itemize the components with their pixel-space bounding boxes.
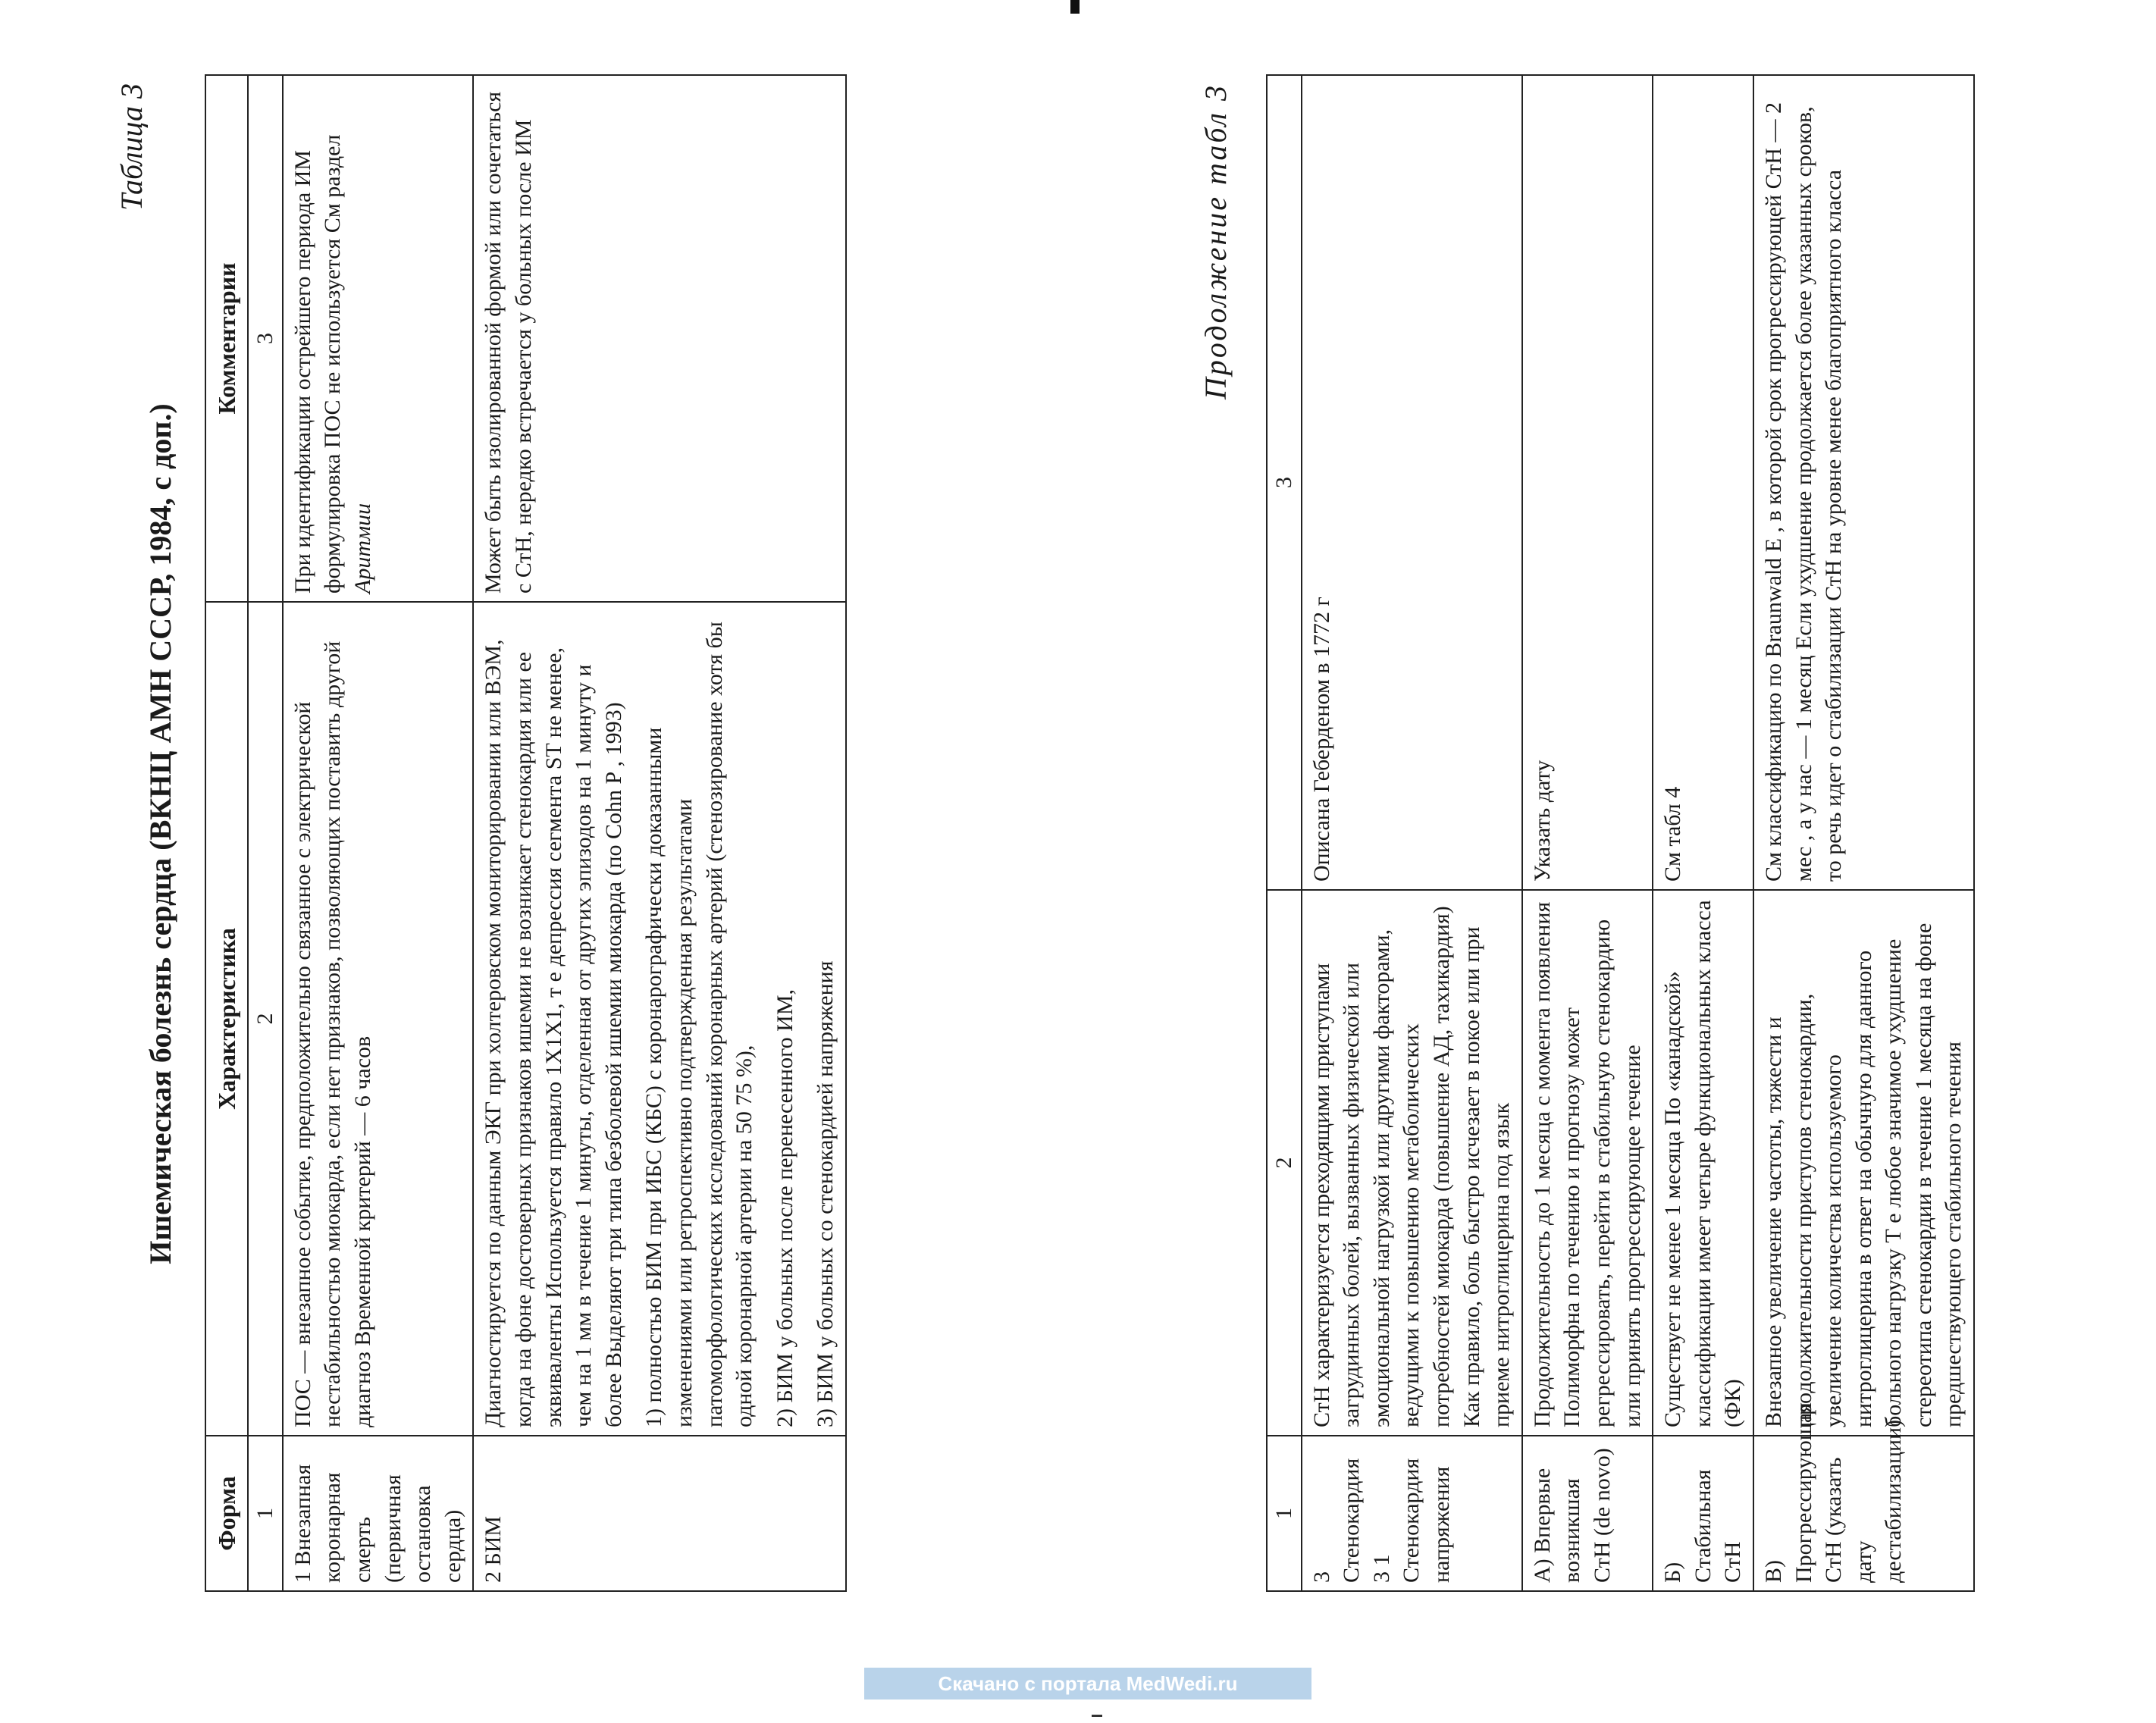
column-number: 3 bbox=[248, 75, 283, 602]
table-row bbox=[473, 75, 846, 1591]
column-number-row bbox=[1267, 75, 1302, 1591]
left-page bbox=[114, 76, 1023, 1592]
comment-text: При идентификации острейшего периода ИМ формулировка ПОС не используется См раздел bbox=[290, 134, 346, 594]
comment-cell: Описана Геберденом в 1772 г bbox=[1302, 75, 1522, 890]
ihd-table-continued bbox=[1266, 74, 1975, 1592]
column-number: 1 bbox=[248, 1436, 283, 1591]
continuation-label: Продолжение табл 3 bbox=[1199, 83, 1233, 400]
right-page bbox=[1198, 76, 2107, 1592]
form-cell: В) Прогрессирующая СтН (указать дату дестабилизации) bbox=[1753, 1436, 1974, 1591]
header-form: Форма bbox=[205, 1436, 248, 1591]
page-edge-mark bbox=[1070, 0, 1080, 14]
characteristic-cell: Существует не менее 1 месяца По «канадской» классификации имеет четыре функциональных класса (ФК) bbox=[1653, 890, 1753, 1436]
page-edge-mark bbox=[1092, 1715, 1102, 1717]
table-row bbox=[1302, 75, 1522, 1591]
table-row bbox=[1522, 75, 1653, 1591]
header-comments: Комментарии bbox=[205, 75, 248, 602]
comment-cell: Указать дату bbox=[1522, 75, 1653, 890]
form-cell: 2 БИМ bbox=[473, 1436, 846, 1591]
list-item: 3) БИМ у больных со стенокардией напряжения bbox=[813, 960, 838, 1427]
form-cell: 1 Внезапная коронарная смерть (первичная остановка сердца) bbox=[283, 1436, 474, 1591]
header-row bbox=[205, 75, 248, 1591]
comment-reference: Аритмии bbox=[350, 503, 376, 594]
list-item: 2) БИМ у больных после перенесенного ИМ, bbox=[772, 989, 798, 1427]
column-number: 1 bbox=[1267, 1436, 1302, 1591]
watermark-banner: Скачано с портала MedWedi.ru bbox=[864, 1668, 1311, 1700]
column-number: 2 bbox=[248, 602, 283, 1436]
ihd-table bbox=[205, 74, 847, 1592]
form-cell: А) Впервые возникшая СтН (de novo) bbox=[1522, 1436, 1653, 1591]
comment-cell bbox=[283, 75, 474, 602]
characteristic-cell: Внезапное увеличение частоты, тяжести и продолжительности приступов стенокардии, увеличение количества используемого нитроглицерина в ответ на обычную для данного больного нагрузку Т е любое значимое ухудшение стереотипа стенокардии в течение 1 месяца на фоне предшествующего стабильного течения bbox=[1753, 890, 1974, 1436]
comment-cell: См классификацию по Braunwald E , в которой срок прогрессирующей СтН — 2 мес , а у нас — 1 месяц Если ухудшение продолжается более указанных сроков, то речь идет о стабилизации СтН на уровне менее благоприятного класса bbox=[1753, 75, 1974, 890]
characteristic-cell bbox=[473, 602, 846, 1436]
column-number-row bbox=[248, 75, 283, 1591]
table-row bbox=[1753, 75, 1974, 1591]
comment-cell: См табл 4 bbox=[1653, 75, 1753, 890]
header-characteristic: Характеристика bbox=[205, 602, 248, 1436]
list-item: 1) полностью БИМ при ИБС (КБС) с коронарографически доказанными изменениями или ретроспективно подтвержденная результатами патоморфологических исследований коронарных артерий (стенозирование хотя бы одной коронарной артерии на 50 75 %), bbox=[641, 622, 757, 1427]
form-cell: 3 Стенокардия 3 1 Стенокардия напряжения bbox=[1302, 1436, 1522, 1591]
table-label: Таблица 3 bbox=[114, 83, 149, 211]
table-row bbox=[1653, 75, 1753, 1591]
table-row bbox=[283, 75, 474, 1591]
column-number: 3 bbox=[1267, 75, 1302, 890]
characteristic-text: Диагностируется по данным ЭКГ при холтеровском мониторировании или ВЭМ, когда на фоне достоверных признаков ишемии не возникает стенокардия или ее эквиваленты Используется правило 1Х1Х1, т е депрессия сегмента ST не менее, чем на 1 мм в течение 1 минуты, отделенная от других эпизодов на 1 минуту и более Выделяют три типа безболевой ишемии миокарда (по Cohn P , 1993) bbox=[481, 639, 626, 1427]
characteristic-cell: СтН характеризуется преходящими приступами загрудинных болей, вызванных физической или эмоциональной нагрузкой или другими факторами, ведущими к повышению метаболических потребностей миокарда (повышение АД, тахикардия) Как правило, боль быстро исчезает в покое или при приеме нитроглицерина под язык bbox=[1302, 890, 1522, 1436]
characteristic-cell: Продолжительность до 1 месяца с момента появления Полиморфна по течению и прогнозу может регрессировать, перейти в стабильную стенокардию или принять прогрессирующее течение bbox=[1522, 890, 1653, 1436]
comment-cell: Может быть изолированной формой или сочетаться с СтН, нередко встречается у больных после ИМ bbox=[473, 75, 846, 602]
characteristic-cell: ПОС — внезапное событие, предположительно связанное с электрической нестабильностью миокарда, если нет признаков, позволяющих поставить другой диагноз Временной критерий — 6 часов bbox=[283, 602, 474, 1436]
form-cell: Б) Стабильная СтН bbox=[1653, 1436, 1753, 1591]
column-number: 2 bbox=[1267, 890, 1302, 1436]
table-title: Ишемическая болезнь сердца (ВКНЦ АМН СССР, 1984, с доп.) bbox=[143, 403, 177, 1264]
